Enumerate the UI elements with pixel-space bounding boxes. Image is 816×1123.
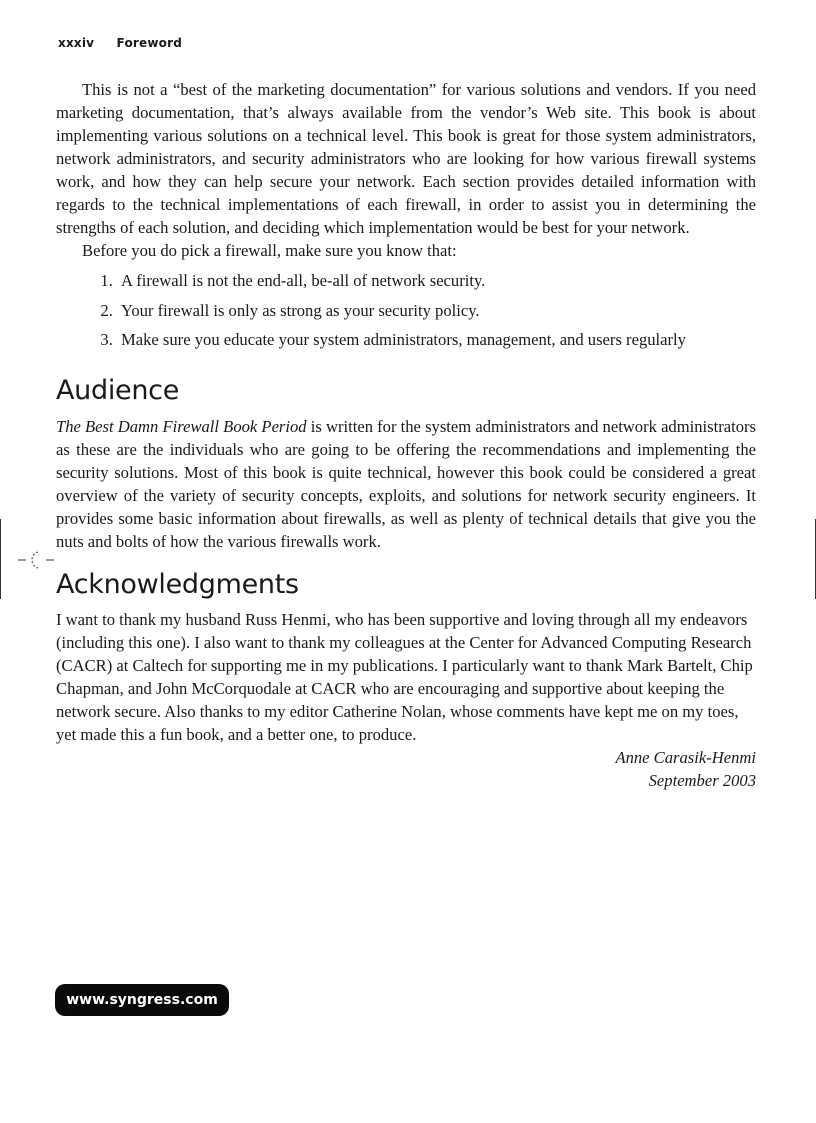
intro-paragraph: This is not a “best of the marketing documentation” for various solutions and vendors. If you need marketing documentation, that’s always available from the vendor’s Web site. This book is about implementing various solutions on a technical level. This book is great for those system administrators, network administrators, and security administrators who are looking for how various firewall systems work, and how they can help secure your network. Each section provides detailed information with regards to the technical implementations of each firewall, in order to assist you in determining the strengths of each solution, and deciding which implementation would be best for your network.: [56, 80, 756, 237]
list-item: 2. Your firewall is only as strong as your security policy.: [117, 296, 756, 326]
section-title: Foreword: [116, 36, 182, 50]
signature-name: Anne Carasik-Henmi: [615, 747, 756, 767]
list-item: 3. Make sure you educate your system administrators, management, and users regularly: [117, 325, 756, 355]
book-title: The Best Damn Firewall Book Period: [56, 416, 307, 436]
audience-body: is written for the system administrators and network administrators as these are the individuals who are going to be offering the recommendations and implementing the security solutions. Most of this book is quite technical, however this book could be considered a great overview of the variety of security concepts, exploits, and solutions for network security engineers. It provides some basic information about firewalls, as well as plenty of technical details that give you the nuts and bolts of how the various firewalls work.: [56, 416, 757, 551]
margin-rule-left: [0, 519, 1, 599]
acknowledgments-paragraph: I want to thank my husband Russ Henmi, who has been supportive and loving through all my endeavors (including this one). I also want to thank my colleagues at the Center for Advanced Computing Research (CACR) at Caltech for supporting me in my publications. I particularly want to thank Mark Bartelt, Chip Chapman, and John McCorquodale at CACR who are encouraging and supportive about keeping the network secure. Also thanks to my editor Catherine Nolan, whose comments have kept me on my toes, yet made this a fun book, and a better one, to produce.: [56, 609, 753, 744]
page-number: xxxiv: [58, 36, 95, 50]
page-body: [56, 78, 756, 792]
acknowledgments-heading: Acknowledgments: [56, 568, 299, 600]
crop-mark-icon: [18, 548, 56, 572]
audience-heading: Audience: [56, 374, 180, 406]
website-badge: www.syngress.com: [55, 984, 229, 1016]
list-item: 1. A firewall is not the end-all, be-all of network security.: [117, 266, 756, 296]
firewall-checklist: [56, 266, 756, 355]
audience-paragraph: [56, 415, 756, 553]
intro-checklist-lead: Before you do pick a firewall, make sure you know that:: [82, 241, 457, 260]
running-header: [58, 36, 182, 50]
signature-date: September 2003: [648, 770, 756, 790]
